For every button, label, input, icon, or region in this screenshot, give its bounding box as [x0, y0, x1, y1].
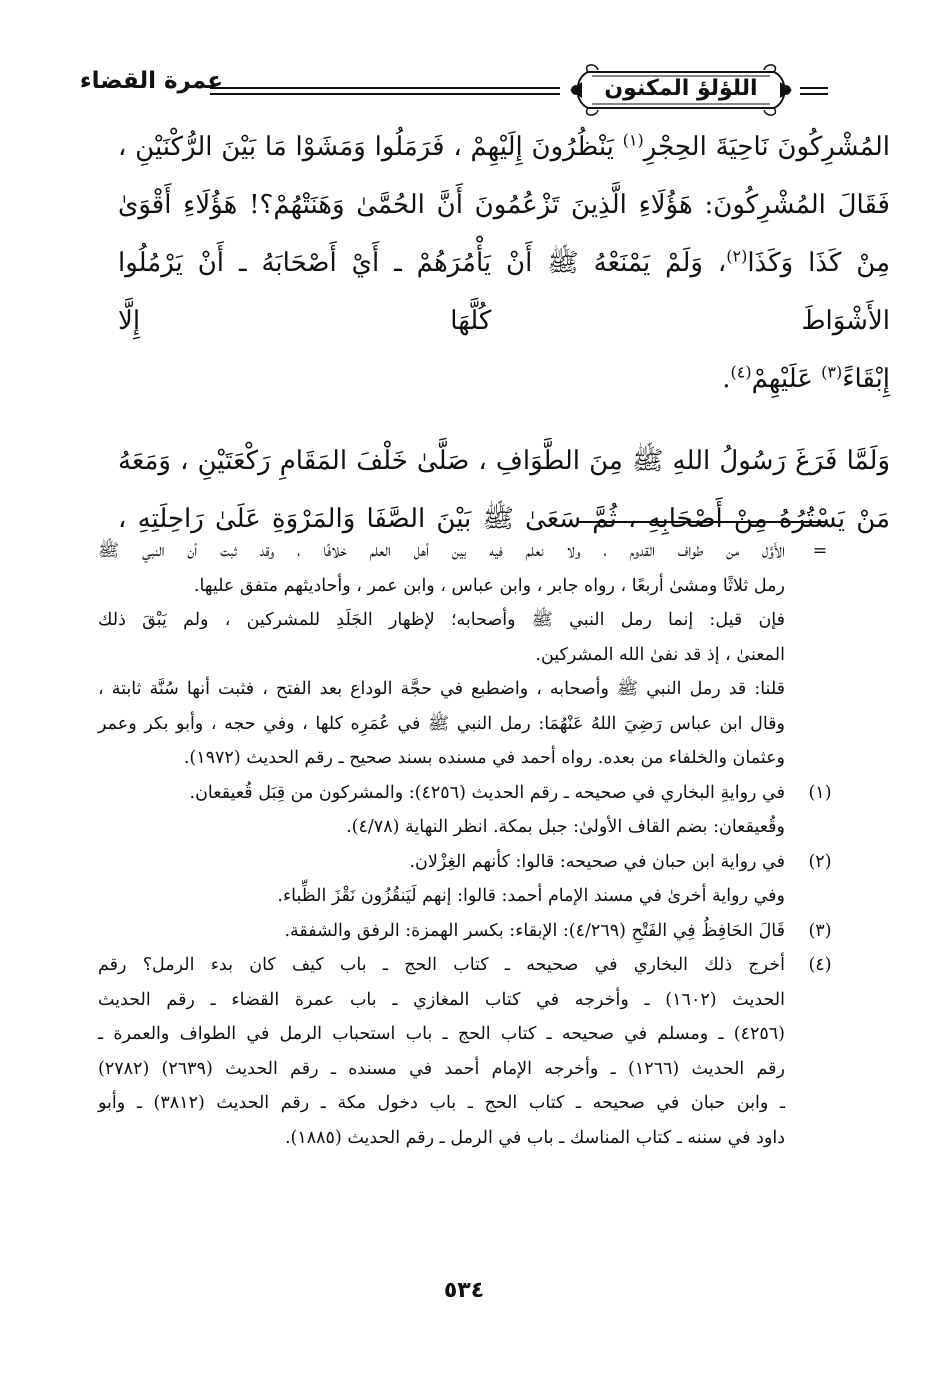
footnote-line: وفي رواية أخرىٰ في مسند الإمام أحمد: قالوا: إنهم لَيَنقُزُون نَقْزَ الظِّباء. — [277, 886, 785, 906]
footnote-line: (٤٢٥٦) ـ ومسلم في صحيحه ـ كتاب الحج ـ باب استحباب الرمل في الطواف والعمرة ـ — [98, 1024, 785, 1044]
paragraph-2 — [118, 432, 890, 548]
text-line: . — [722, 364, 731, 394]
text-line: إِبْقَاءً — [842, 364, 890, 394]
book-title: اللؤلؤ المكنون — [604, 76, 758, 101]
footnote-ref-3[interactable]: (٣) — [821, 362, 843, 382]
footnote-line: ـ وابن حبان في صحيحه ـ كتاب الحج ـ باب دخول مكة ـ رقم الحديث (٣٨١٢) ـ وأبو — [98, 1093, 785, 1113]
footnote-line: رقم الحديث (١٢٦٦) ـ وأخرجه الإمام أحمد في مسنده ـ رقم الحديث (٢٦٣٩) (٢٧٨٢) — [98, 1058, 786, 1079]
continuation-marker: = — [812, 541, 828, 561]
text-line: المُشْرِكُونَ: هَؤُلَاءِ الَّذِينَ تَزْعُمُونَ أَنَّ الحُمَّىٰ وَهَنَتْهُمْ؟! هَؤُلَاءِ أَقْوَىٰ مِنْ كَذَا — [118, 190, 891, 278]
footnote-line: رمل ثلاثًا ومشىٰ أربعًا ، رواه جابر ، وابن عباس ، وابن عمر ، وأحاديثهم متفق عليها. — [193, 575, 785, 596]
paragraph-1-end — [118, 350, 890, 408]
footnote-number: (٤) — [808, 955, 832, 975]
footnote-line: وقال ابن عباس رَضِيَ اللهُ عَنْهُمَا: رمل النبي ﷺ في عُمَرِه كلها ، وفي حجه ، وأبو بكر وعمر — [98, 713, 785, 734]
text-line: المُشْرِكُونَ نَاحِيَةَ الحِجْرِ — [643, 132, 890, 162]
chapter-title: عمرة القضاء — [79, 68, 223, 94]
footnote-line: وعثمان والخلفاء من بعده. رواه أحمد في مسنده بسند صحيح ـ رقم الحديث (١٩٧٢). — [183, 748, 785, 768]
paragraph-1 — [118, 118, 890, 350]
page-number: ٥٣٤ — [443, 1278, 485, 1303]
footnote-line: في روايةِ البخاري في صحيحه ـ رقم الحديث (٤٢٥٦): والمشركون من قِبَل قُعيقعان. — [189, 782, 785, 803]
main-text — [118, 118, 890, 548]
footnote-3 — [98, 914, 840, 949]
footnote-continuation — [98, 534, 840, 776]
footnote-line: قَالَ الحَافِظُ فِي الفَتْحِ (٤/٢٦٩): الإبقاء: بكسر الهمزة: الرفق والشفقة. — [284, 920, 785, 941]
text-line: مَنْ يَسْتُرُهُ مِنْ أَصْحَابِهِ ، ثُمَّ سَعَىٰ ﷺ بَيْنَ الصَّفَا وَالمَرْوَةِ عَلَىٰ رَاحِلَتِهِ ، — [118, 504, 890, 534]
footnotes — [98, 534, 840, 1155]
text-line: ، وَلَمْ يَمْنَعْهُ ﷺ أَنْ يَأْمُرَهُمْ ـ أَيْ أَصْحَابَهُ ـ أَنْ يَرْمُلُوا الأَشْوَاطَ كُلَّهَا إِلَّا — [118, 248, 890, 336]
footnote-ref-4[interactable]: (٤) — [730, 362, 752, 382]
footnote-separator — [578, 521, 825, 523]
footnote-number: (١) — [808, 782, 832, 803]
footnote-line: داود في سننه ـ كتاب المناسك ـ باب في الرمل ـ رقم الحديث (١٨٨٥). — [284, 1127, 785, 1148]
text-line: عَلَيْهِمْ — [751, 364, 822, 394]
footnote-line: وقُعيقعان: بضم القاف الأولىٰ: جبل بمكة. انظر النهاية (٤/٧٨). — [346, 817, 785, 837]
footnote-number: (٣) — [808, 920, 832, 941]
book-title-cartouche — [568, 60, 794, 120]
header-rule-right — [800, 87, 828, 95]
text-line: وَلَمَّا فَرَغَ رَسُولُ اللهِ ﷺ مِنَ الطَّوَافِ ، صَلَّىٰ خَلْفَ المَقَامِ رَكْعَتَيْنِ ، وَمَعَهُ — [118, 446, 890, 476]
footnote-line: أخرج ذلك البخاري في صحيحه ـ كتاب الحج ـ باب كيف كان بدء الرمل؟ رقم — [98, 955, 785, 975]
footnote-1 — [98, 776, 840, 845]
text-line: يَنْظُرُونَ إِلَيْهِمْ ، فَرَمَلُوا وَمَشَوْا مَا بَيْنَ الرُّكْنَيْنِ ، فَقَالَ — [118, 132, 890, 220]
footnote-2 — [98, 845, 840, 914]
footnote-line: قلنا: قد رمل النبي ﷺ وأصحابه ، واضطبع في حجَّة الوداع بعد الفتح ، فثبت أنها سُنَّة ثابتة ، — [98, 679, 785, 699]
footnote-line: الأَوَّل من طواف القدوم ، ولا نعلم فيه بين أهل العلم خلافًا ، وقد ثبت أن النبي ﷺ — [98, 541, 785, 561]
footnote-number: (٢) — [808, 851, 832, 872]
footnote-ref-2[interactable]: (٢) — [726, 246, 748, 266]
text-line: وَكَذَا — [747, 248, 794, 278]
footnote-ref-1[interactable]: (١) — [622, 130, 644, 150]
footnote-line: فإن قيل: إنما رمل النبي ﷺ وأصحابه؛ لإظهار الجَلَدِ للمشركين ، ولم يَبْقَ ذلك — [98, 610, 785, 630]
footnote-line: المعنىٰ ، إذ قد نفىٰ الله المشركين. — [535, 644, 785, 665]
footnote-line: في رواية ابن حبان في صحيحه: قالوا: كأنهم الغِزْلان. — [409, 851, 785, 872]
header-rule-left — [210, 87, 560, 95]
footnote-line: الحديث (١٦٠٢) ـ وأخرجه في كتاب المغازي ـ باب عمرة القضاء ـ رقم الحديث — [98, 989, 785, 1010]
footnote-4 — [98, 948, 840, 1155]
